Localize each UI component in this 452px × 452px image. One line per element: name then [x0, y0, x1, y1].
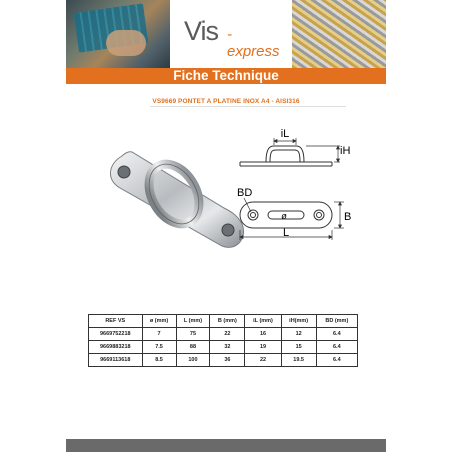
l-label: L — [282, 227, 290, 239]
mounting-hole-right — [222, 224, 234, 236]
col-header: REF VS — [89, 315, 143, 328]
title-bar — [66, 68, 386, 84]
table-cell: 7 — [142, 328, 176, 341]
table-cell: 16 — [245, 328, 281, 341]
col-header: B (mm) — [210, 315, 245, 328]
table-cell: 8.5 — [142, 354, 176, 367]
logo-main-text: Vis — [184, 16, 219, 46]
table-cell: 19 — [245, 341, 281, 354]
table-header-row — [89, 315, 358, 328]
table-cell: 9669752218 — [89, 328, 143, 341]
table-cell: 6.4 — [316, 341, 357, 354]
table-cell: 88 — [176, 341, 210, 354]
header-banner — [66, 0, 386, 68]
table-cell: 100 — [176, 354, 210, 367]
table-cell: 32 — [210, 341, 245, 354]
table-cell: 6.4 — [316, 328, 357, 341]
technical-sheet — [66, 0, 386, 452]
col-header: ø (mm) — [142, 315, 176, 328]
logo-accent-text: -express — [227, 26, 280, 60]
col-header: iL (mm) — [245, 315, 281, 328]
table-row — [89, 341, 358, 354]
b-label: B — [344, 211, 352, 223]
title-divider — [150, 106, 346, 107]
il-label: iL — [280, 128, 290, 140]
table-cell: 9669113618 — [89, 354, 143, 367]
ih-dimension — [306, 146, 340, 162]
phi-label: ø — [281, 211, 287, 221]
table-cell: 6.4 — [316, 354, 357, 367]
col-header: iH(mm) — [281, 315, 316, 328]
b-dimension — [334, 202, 344, 228]
workshop-photo — [66, 0, 170, 68]
col-header: L (mm) — [176, 315, 210, 328]
bd-label: BD — [237, 187, 253, 199]
product-photo — [102, 128, 252, 250]
table-row — [89, 354, 358, 367]
screws-photo — [292, 0, 386, 68]
vis-express-logo — [184, 16, 284, 60]
table-cell: 19.5 — [281, 354, 316, 367]
specs-table-wrapper — [88, 314, 358, 367]
table-cell: 15 — [281, 341, 316, 354]
col-header: BD (mm) — [316, 315, 357, 328]
table-cell: 12 — [281, 328, 316, 341]
side-view — [240, 146, 332, 166]
table-cell: 75 — [176, 328, 210, 341]
ih-label: iH — [340, 145, 351, 157]
table-row — [89, 328, 358, 341]
table-cell: 9669883218 — [89, 341, 143, 354]
mounting-hole-left — [118, 166, 130, 178]
table-cell: 7.5 — [142, 341, 176, 354]
banner-title: Fiche Technique — [173, 68, 279, 83]
specs-table — [88, 314, 358, 367]
product-title: VS9669 PONTET A PLATINE INOX A4 - AISI316 — [152, 98, 300, 105]
hand-image — [106, 30, 146, 56]
footer-bar — [66, 439, 386, 452]
technical-drawing — [234, 126, 384, 246]
table-cell: 36 — [210, 354, 245, 367]
table-cell: 22 — [210, 328, 245, 341]
table-cell: 22 — [245, 354, 281, 367]
